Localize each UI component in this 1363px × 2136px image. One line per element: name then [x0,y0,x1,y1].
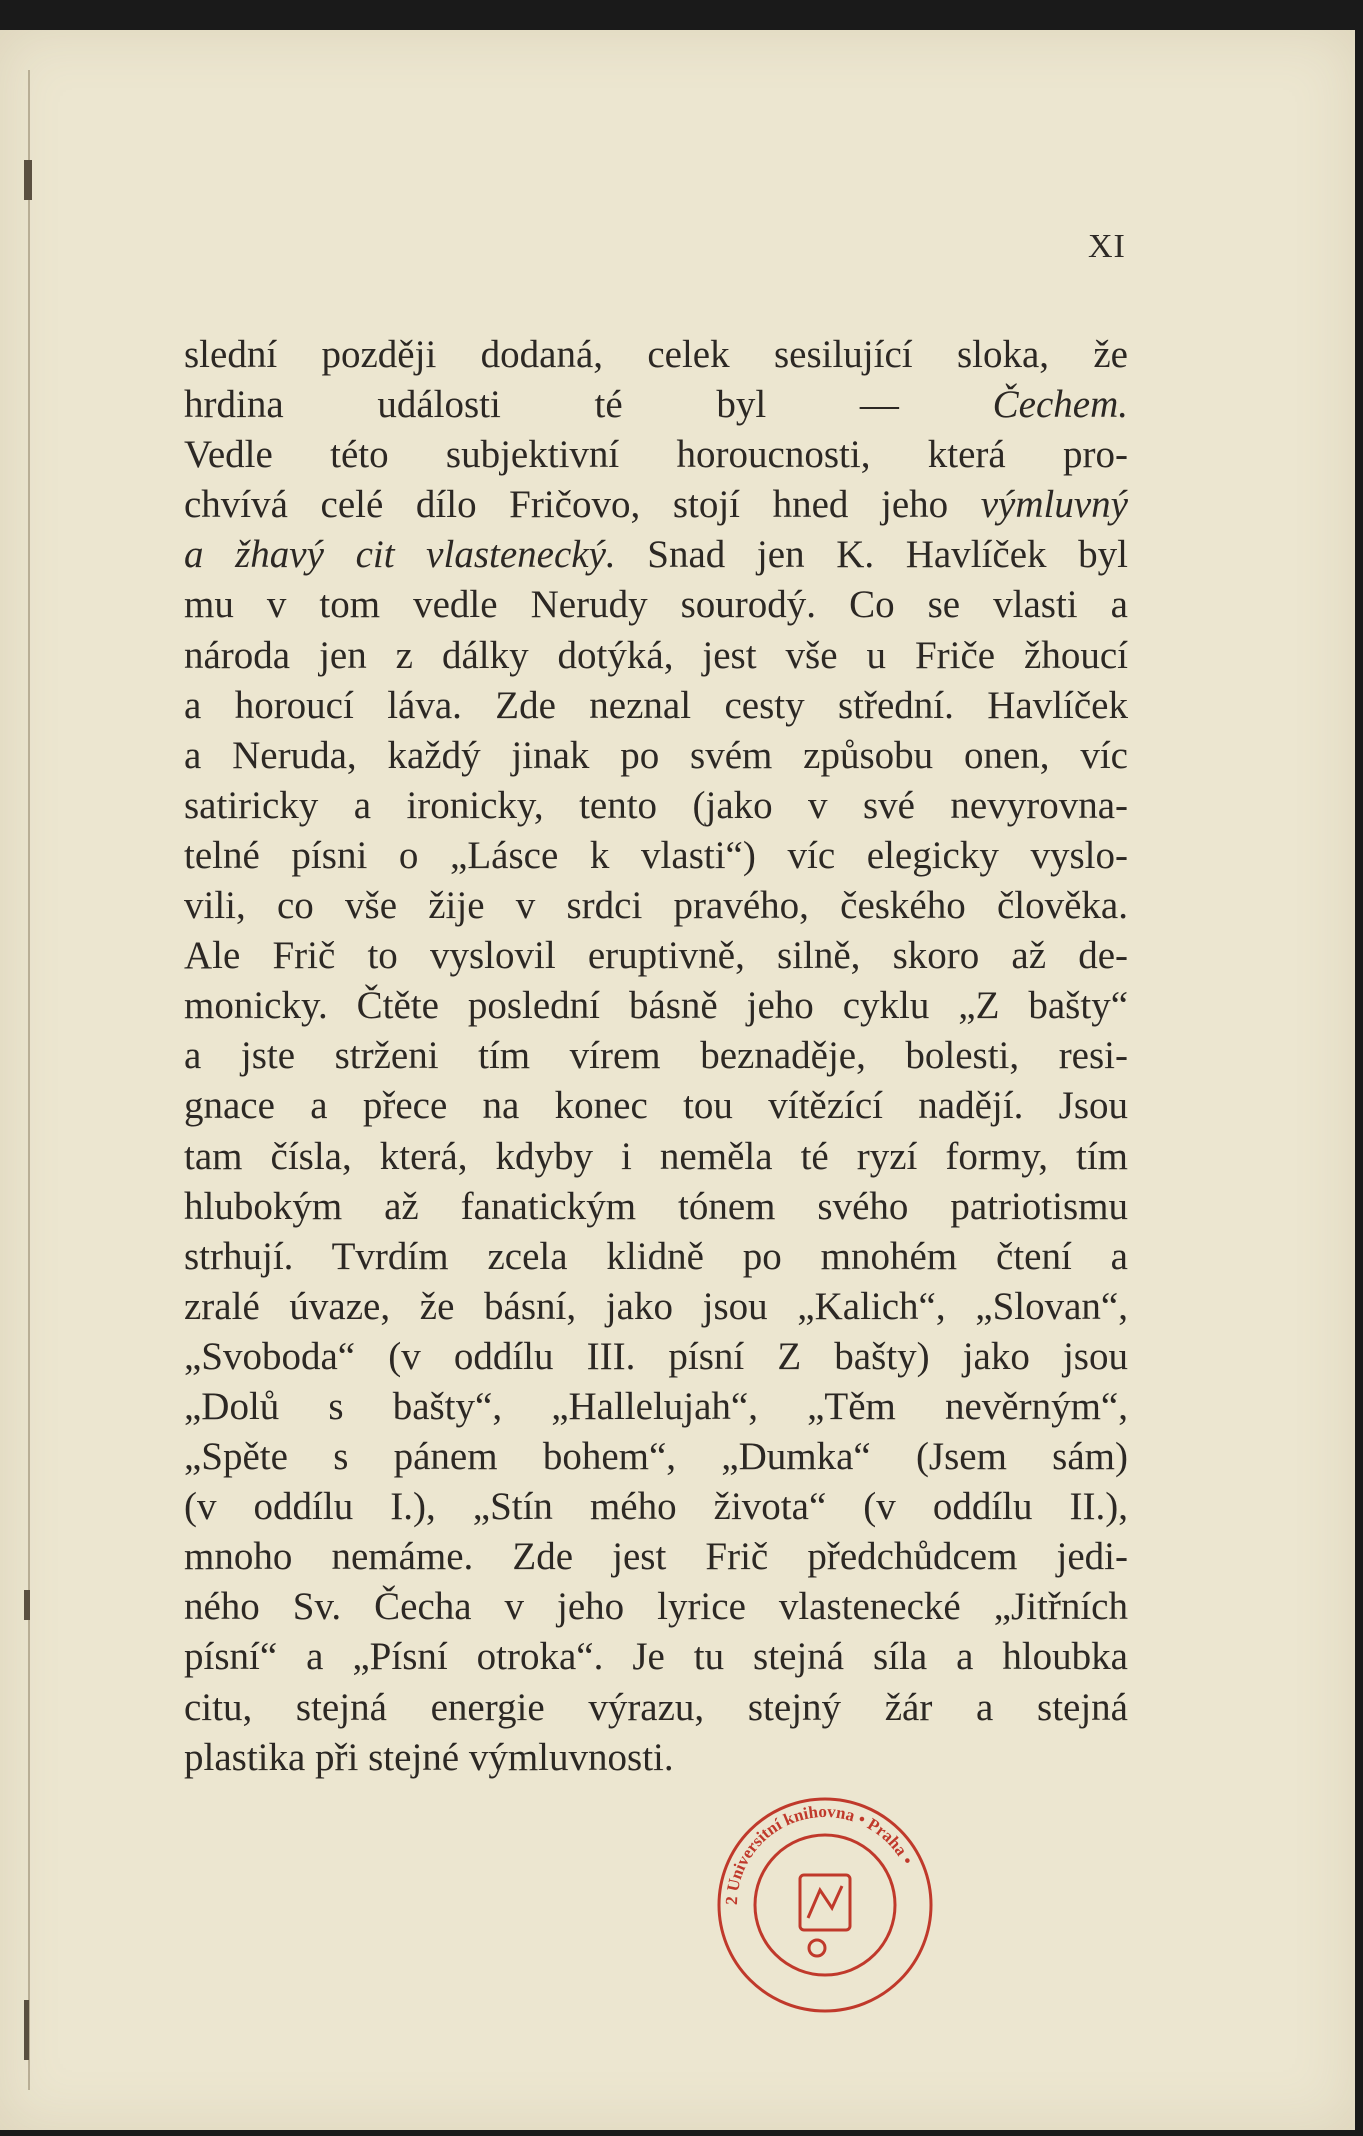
text-line [184,931,1128,981]
text-segment: mu v tom vedle Nerudy sourodý. Co se vlasti a [184,583,1128,627]
body-text [184,330,1128,1783]
text-segment: tam čísla, která, kdyby i neměla té ryzí formy, tím [184,1134,1128,1178]
text-line [184,1532,1128,1582]
text-segment: „Spěte s pánem bohem“, „Dumka“ (Jsem sám) [184,1435,1128,1479]
text-line [184,1031,1128,1081]
text-segment: a jste strženi tím vírem beznaděje, bolesti, resi- [184,1034,1128,1078]
text-line [184,1582,1128,1632]
stamp-lettering: 2 Universitní knihovna • Praha • [721,1801,918,1906]
text-segment: zralé úvaze, že básní, jako jsou „Kalich“, „Slovan“, [184,1284,1128,1328]
gutter-mark [24,2000,29,2060]
text-line [184,530,1128,580]
text-line [184,1182,1128,1232]
library-stamp [710,1790,940,2020]
text-line [184,1081,1128,1131]
text-segment: chvívá celé dílo Fričovo, stojí hned jeho [184,483,981,527]
text-segment: národa jen z dálky dotýká, jest vše u Friče žhoucí [184,633,1128,677]
text-line [184,781,1128,831]
text-segment: strhují. Tvrdím zcela klidně po mnohém čtení a [184,1234,1128,1278]
text-line [184,330,1128,380]
text-line [184,1683,1128,1733]
text-line [184,631,1128,681]
text-segment: písní“ a „Písní otroka“. Je tu stejná síla a hloubka [184,1635,1128,1679]
text-segment: Vedle této subjektivní horoucnosti, která pro- [184,433,1128,477]
text-segment: Ale Frič to vyslovil eruptivně, silně, skoro až de- [184,934,1128,978]
italic-segment: výmluvný [980,483,1128,527]
text-line [184,1482,1128,1532]
text-segment: gnace a přece na konec tou vítězící nadějí. Jsou [184,1084,1128,1128]
text-line [184,480,1128,530]
text-line [184,580,1128,630]
text-segment: Snad jen K. Havlíček byl [615,533,1128,577]
text-segment: vili, co vše žije v srdci pravého, českého člověka. [184,884,1128,928]
text-segment: a Neruda, každý jinak po svém způsobu onen, víc [184,733,1128,777]
text-line [184,380,1128,430]
text-line [184,881,1128,931]
text-line [184,430,1128,480]
text-line [184,1432,1128,1482]
text-segment: telné písni o „Lásce k vlasti“) víc elegicky vyslo- [184,833,1128,877]
text-segment: „Dolů s bašty“, „Hallelujah“, „Těm nevěrným“, [184,1384,1128,1428]
italic-segment: Čechem. [992,383,1128,427]
gutter-mark [24,160,32,200]
text-segment: ného Sv. Čecha v jeho lyrice vlastenecké „Jitřních [184,1585,1128,1629]
italic-segment: a žhavý cit vlastenecký. [184,533,616,577]
text-line [184,1733,1128,1783]
text-line [184,1632,1128,1682]
stamp-emblem [800,1875,850,1956]
text-line [184,1232,1128,1282]
stamp-inner-ring [755,1835,895,1975]
page-number: XI [1088,228,1126,265]
text-line [184,1382,1128,1432]
text-segment: „Svoboda“ (v oddílu III. písní Z bašty) jako jsou [184,1334,1128,1378]
stamp-outer-ring [719,1799,931,2011]
gutter-rule [28,70,30,2090]
gutter-mark [24,1590,30,1620]
text-segment: hlubokým až fanatickým tónem svého patriotismu [184,1184,1128,1228]
text-segment: slední později dodaná, celek sesilující sloka, že [184,333,1128,376]
text-line [184,1332,1128,1382]
text-segment: plastika při stejné výmluvnosti. [184,1735,674,1779]
text-line [184,831,1128,881]
text-segment: hrdina události té byl — [184,383,993,427]
text-segment: satiricky a ironicky, tento (jako v své nevyrovna- [184,783,1128,827]
text-line [184,731,1128,781]
text-segment: citu, stejná energie výrazu, stejný žár a stejná [184,1685,1128,1729]
text-line [184,681,1128,731]
text-line [184,1282,1128,1332]
text-segment: a horoucí láva. Zde neznal cesty střední. Havlíček [184,683,1128,727]
text-segment: mnoho nemáme. Zde jest Frič předchůdcem jedi- [184,1535,1128,1579]
text-line [184,1132,1128,1182]
text-line [184,981,1128,1031]
text-segment: (v oddílu I.), „Stín mého života“ (v oddílu II.), [184,1485,1128,1529]
text-segment: monicky. Čtěte poslední básně jeho cyklu „Z bašty“ [184,984,1128,1028]
